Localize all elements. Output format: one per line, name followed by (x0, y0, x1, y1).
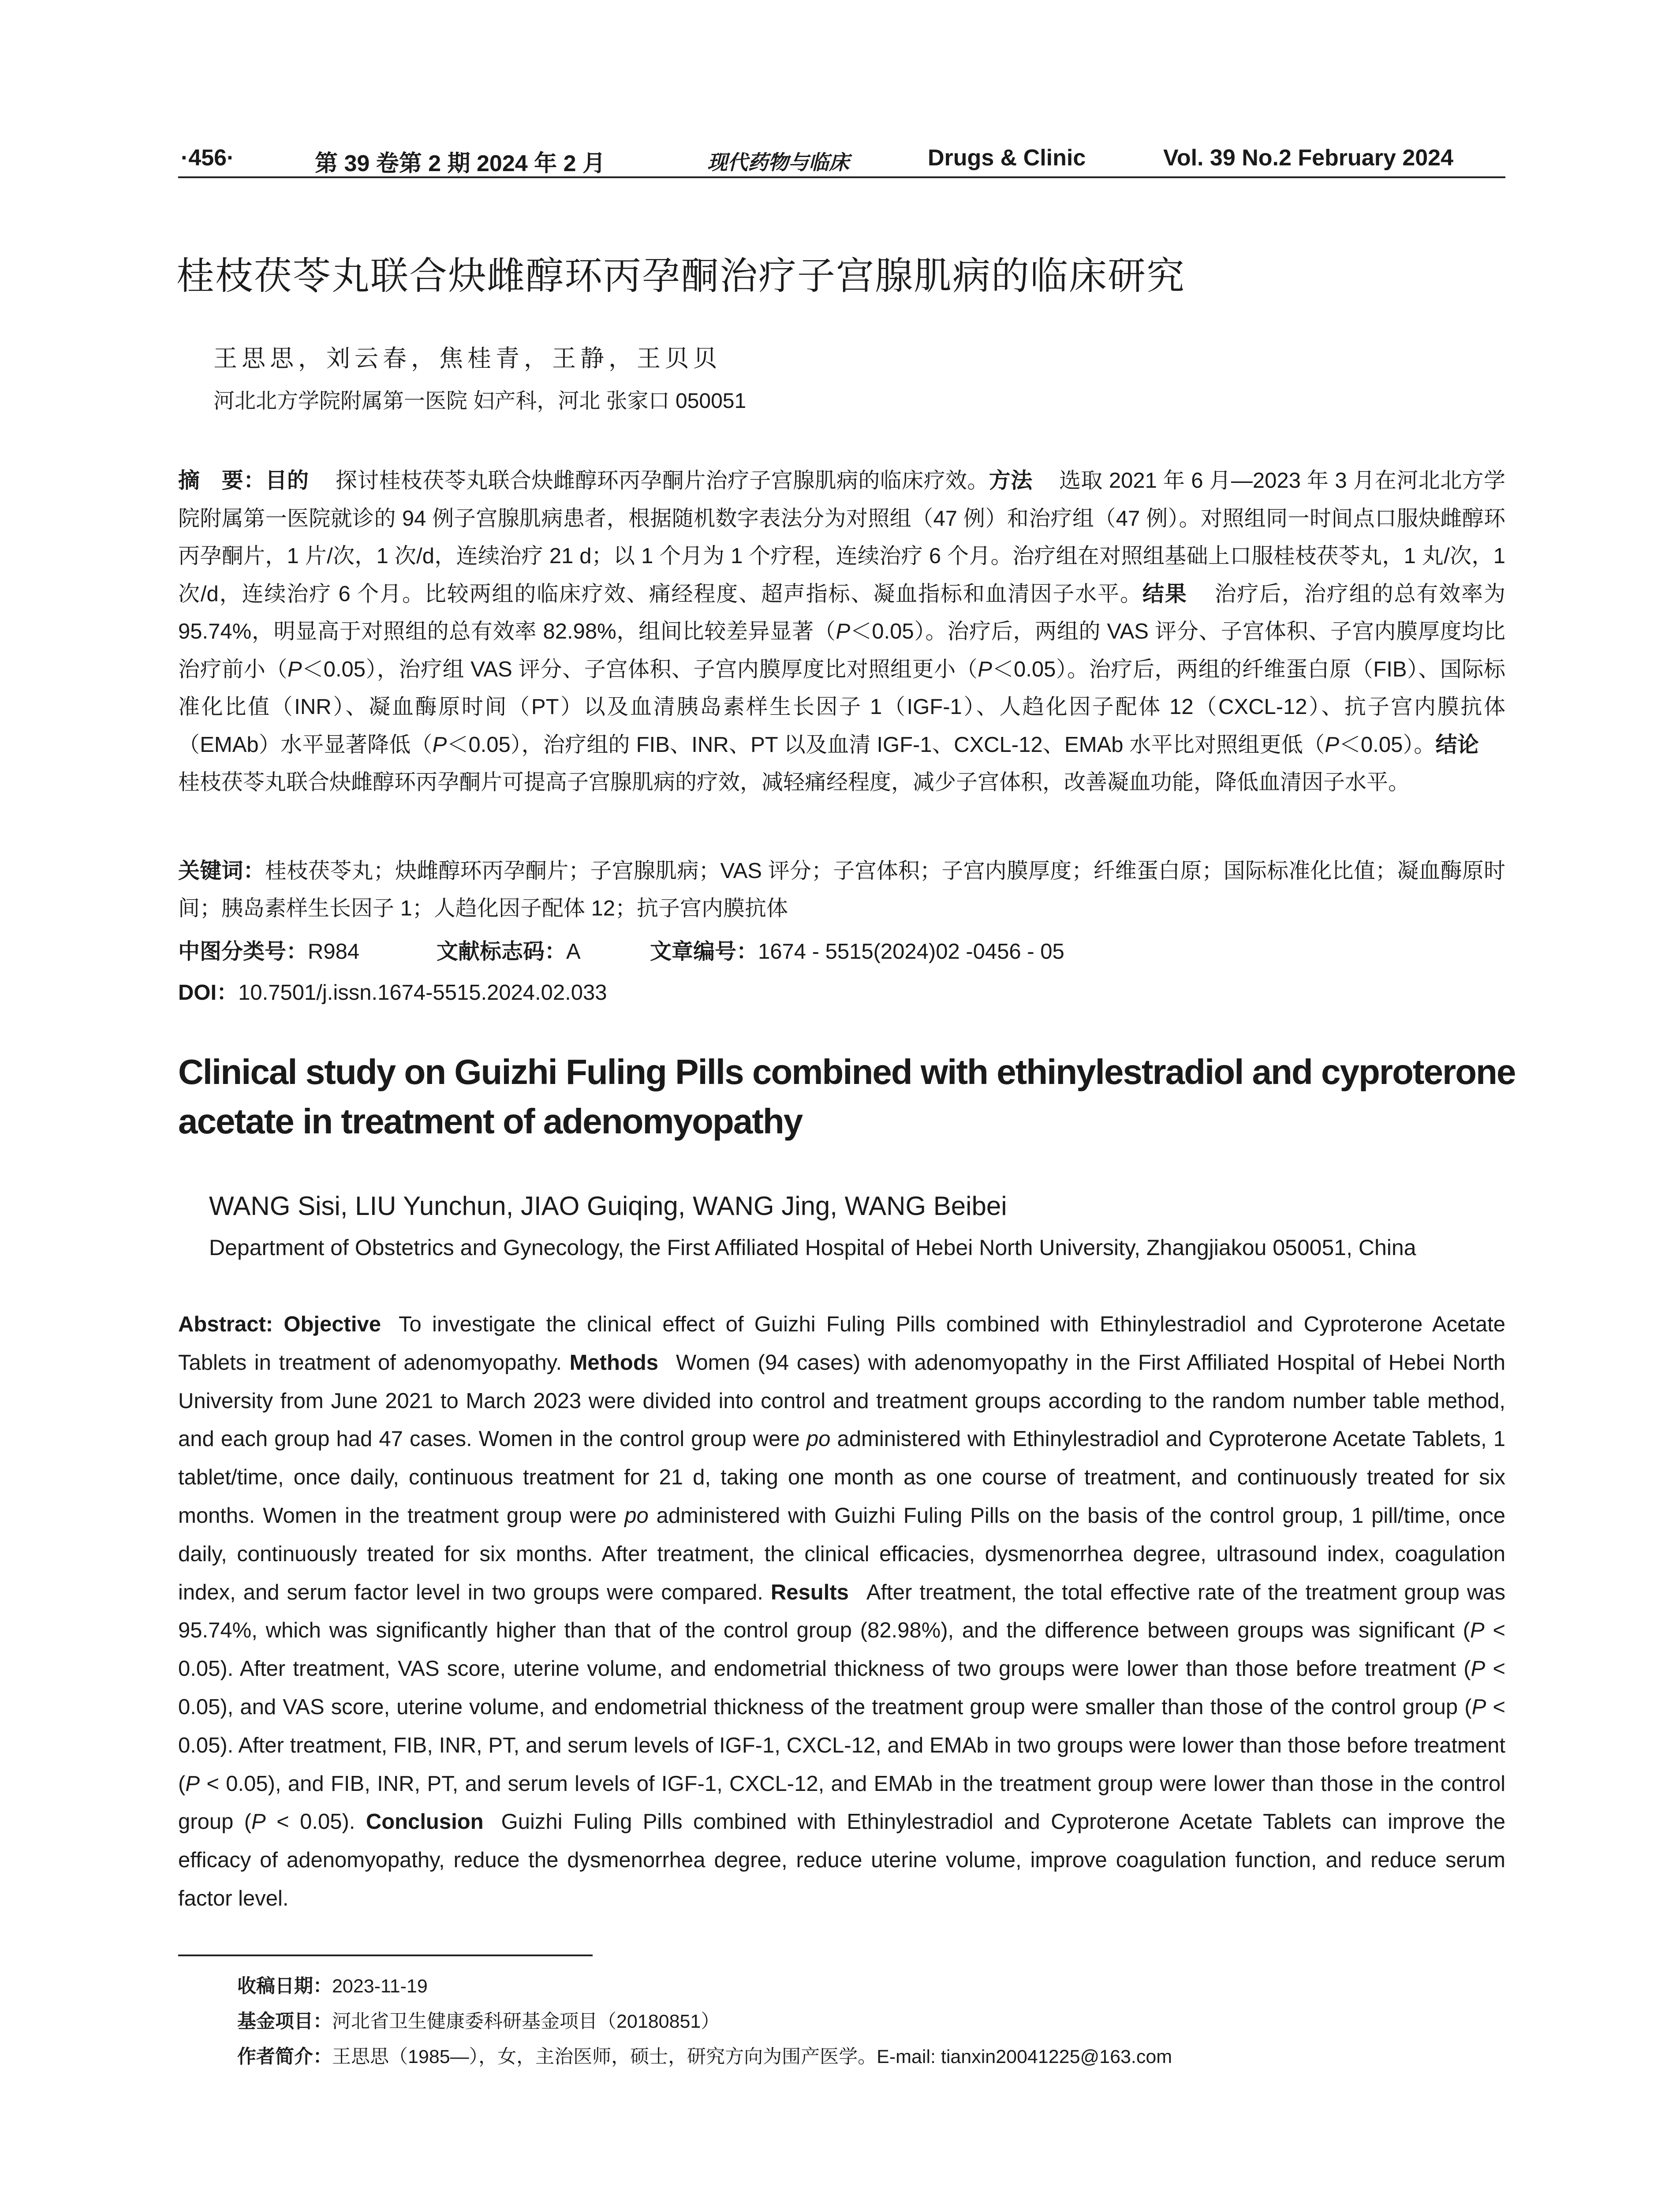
methods-text-cn: 选取 2021 年 6 月—2023 年 3 月在河北北方学院附属第一医院就诊的 94 例子宫腺肌病患者，根据随机数字表法分为对照组（47 例）和治疗组（47 例）。对照组同一时间点口服炔雌醇环丙孕酮片，1 片/次，1 次/d，连续治疗 21 d；以 1 个月为 1 个疗程，连续治疗 6 个月。治疗组在对照组基础上口服桂枝茯苓丸，1 丸/次，1 次/d，连续治疗 6 个月。比较两组的临床疗效、痛经程度、超声指标、凝血指标和血清因子水平。 (178, 469, 1505, 606)
doc-code-label: 文献标志码： (437, 940, 567, 964)
doi-label: DOI： (178, 981, 239, 1005)
journal-name-cn: 现代药物与临床 (707, 150, 849, 174)
po-abbrev: po (624, 1503, 649, 1528)
article-title-cn: 桂枝茯苓丸联合炔雌醇环丙孕酮治疗子宫腺肌病的临床研究 (176, 255, 1185, 297)
doc-code-value: A (566, 940, 581, 964)
results-text-en: < 0.05). (265, 1810, 355, 1834)
keywords-text-cn: 桂枝茯苓丸；炔雌醇环丙孕酮片；子宫腺肌病；VAS 评分；子宫体积；子宫内膜厚度；纤维蛋白原；国际标准化比值；凝血酶原时间；胰岛素样生长因子 1；人趋化因子配体 12；抗子宫内膜抗体 (178, 859, 1505, 920)
p-value-symbol: P (836, 620, 851, 643)
p-value-symbol: P (251, 1810, 266, 1834)
received-value: 2023-11-19 (332, 1976, 428, 1997)
abstract-label-cn: 摘 要： (178, 469, 265, 493)
keywords-label-cn: 关键词： (178, 859, 265, 883)
running-header (178, 140, 1505, 176)
methods-text-en: administered with Ethinylestradiol and Cyproterone Acetate Tablets, 1 tablet/time, once daily, continuous treatment for 21 d, taking one month as one course of treatment, and continuously treated for six months. Women in the treatment group were (178, 1427, 1505, 1528)
results-text-en: < 0.05), and FIB, INR, PT, and serum levels of IGF-1, CXCL-12, and EMAb in the treatment group were lower than those in the control group ( (178, 1771, 1505, 1834)
conclusion-text-cn: 桂枝茯苓丸联合炔雌醇环丙孕酮片可提高子宫腺肌病的疗效，减轻痛经程度，减少子宫体积，改善凝血功能，降低血清因子水平。 (178, 770, 1410, 794)
p-value-symbol: P (1471, 1695, 1486, 1719)
results-text-en: After treatment, the total effective rate of the treatment group was 95.74%, which was significantly higher than that of the control group (82.98%), and the difference between groups was significant ( (178, 1580, 1505, 1643)
class-value: R984 (308, 940, 360, 964)
article-number-label: 文章编号： (650, 940, 758, 964)
fund-value: 河北省卫生健康委科研基金项目（20180851） (332, 2011, 720, 2032)
authors-en: WANG Sisi, LIU Yunchun, JIAO Guiqing, WANG Jing, WANG Beibei (209, 1191, 1007, 1221)
received-label: 收稿日期： (237, 1976, 332, 1997)
abstract-label-en: Abstract: (178, 1312, 273, 1336)
footnote-author (237, 2042, 1172, 2069)
p-value-symbol: P (978, 657, 992, 681)
results-label-en: Results (770, 1580, 849, 1604)
po-abbrev: po (806, 1427, 831, 1451)
results-text-cn: 治疗后，治疗组的总有效率为 95.74%，明显高于对照组的总有效率 82.98%，组间比较差异显著（ (178, 582, 1505, 643)
abstract-en (178, 1305, 1505, 1918)
results-text-cn: ＜0.05）。治疗后，两组的纤维蛋白原（FIB）、国际标准化比值（INR）、凝血酶原时间（PT）以及血清胰岛素样生长因子 1（IGF-1）、人趋化因子配体 12（CXCL-12）、抗子宫内膜抗体（EMAb）水平显著降低（ (178, 657, 1505, 757)
conclusion-label-en: Conclusion (366, 1810, 484, 1834)
authors-cn: 王思思，刘云春，焦桂青，王静，王贝贝 (213, 344, 721, 372)
results-text-en: < 0.05), and VAS score, uterine volume, and endometrial thickness of the treatment group were smaller than those of the control group ( (178, 1657, 1506, 1719)
objective-label-cn: 目的 (265, 469, 309, 493)
issue-en: Vol. 39 No.2 February 2024 (1163, 145, 1453, 171)
results-text-cn: ＜0.05）。治疗后，两组的 VAS 评分、子宫体积、子宫内膜厚度均比治疗前小（ (178, 620, 1505, 681)
doi-value[interactable]: 10.7501/j.issn.1674-5515.2024.02.033 (238, 981, 607, 1005)
journal-name-en: Drugs & Clinic (928, 145, 1086, 171)
classification-line (178, 934, 1064, 965)
page-number: ·456· (181, 145, 235, 171)
keywords-cn (178, 852, 1505, 927)
results-text-en: < 0.05). After treatment, FIB, INR, PT, and serum levels of IGF-1, CXCL-12, and EMAb in two groups were lower than those before treatment ( (178, 1695, 1505, 1796)
footnote-fund (237, 2007, 720, 2033)
article-number-value: 1674 - 5515(2024)02 -0456 - 05 (758, 940, 1064, 964)
methods-label-cn: 方法 (989, 469, 1033, 493)
results-text-cn: ＜0.05），治疗组的 FIB、INR、PT 以及血清 IGF-1、CXCL-12、EMAb 水平比对照组更低（ (447, 733, 1325, 757)
methods-text-en: administered with Guizhi Fuling Pills on the basis of the control group, 1 pill/time, once daily, continuously treated for six months. After treatment, the clinical efficacies, dysmenorrhea degree, ultrasound index, coagulation index, and serum factor level in two groups were compared. (178, 1503, 1505, 1604)
objective-text-cn: 探讨桂枝茯苓丸联合炔雌醇环丙孕酮片治疗子宫腺肌病的临床疗效。 (335, 469, 989, 493)
results-text-en: < 0.05). After treatment, VAS score, uterine volume, and endometrial thickness of two groups were lower than those before treatment ( (178, 1618, 1505, 1681)
footnote-divider (178, 1955, 593, 1956)
conclusion-text-en: Guizhi Fuling Pills combined with Ethinylestradiol and Cyproterone Acetate Tablets can improve the efficacy of adenomyopathy, reduce the dysmenorrhea degree, reduce uterine volume, improve coagulation function, and reduce serum factor level. (178, 1810, 1505, 1910)
class-label: 中图分类号： (178, 940, 308, 964)
conclusion-label-cn: 结论 (1435, 733, 1479, 757)
p-value-symbol: P (287, 657, 302, 681)
results-text-cn: ＜0.05），治疗组 VAS 评分、子宫体积、子宫内膜厚度比对照组更小（ (302, 657, 978, 681)
affiliation-en: Department of Obstetrics and Gynecology, the First Affiliated Hospital of Hebei North University, Zhangjiakou 050051, China (209, 1235, 1416, 1260)
p-value-symbol: P (1470, 1618, 1485, 1643)
fund-label: 基金项目： (237, 2011, 332, 2032)
p-value-symbol: P (432, 733, 447, 757)
article-title-en: Clinical study on Guizhi Fuling Pills combined with ethinylestradiol and cyproterone acetate in treatment of adenomyopathy (178, 1052, 1516, 1141)
methods-text-en: Women (94 cases) with adenomyopathy in the First Affiliated Hospital of Hebei North University from June 2021 to March 2023 were divided into control and treatment groups according to the random number table method, and each group had 47 cases. Women in the control group were (178, 1350, 1505, 1451)
results-text-cn: ＜0.05）。 (1339, 733, 1436, 757)
p-value-symbol: P (1325, 733, 1339, 757)
abstract-cn (178, 462, 1505, 802)
author-bio-value: 王思思（1985—），女，主治医师，硕士，研究方向为围产医学。E-mail: tianxin20041225@163.com (332, 2046, 1172, 2067)
p-value-symbol: P (1471, 1657, 1486, 1681)
issue-cn: 第 39 卷第 2 期 2024 年 2 月 (315, 151, 605, 176)
objective-label-en: Objective (284, 1312, 381, 1336)
p-value-symbol: P (185, 1771, 200, 1796)
author-bio-label: 作者简介： (237, 2046, 332, 2067)
doi-line (178, 975, 607, 1006)
methods-label-en: Methods (569, 1350, 659, 1375)
results-label-cn: 结果 (1142, 582, 1187, 606)
objective-text-en: To investigate the clinical effect of Guizhi Fuling Pills combined with Ethinylestradiol and Cyproterone Acetate Tablets in treatment of adenomyopathy. (178, 1312, 1505, 1375)
footnote-received (237, 1971, 428, 1998)
header-divider (178, 176, 1505, 178)
affiliation-cn: 河北北方学院附属第一医院 妇产科，河北 张家口 050051 (213, 389, 747, 413)
